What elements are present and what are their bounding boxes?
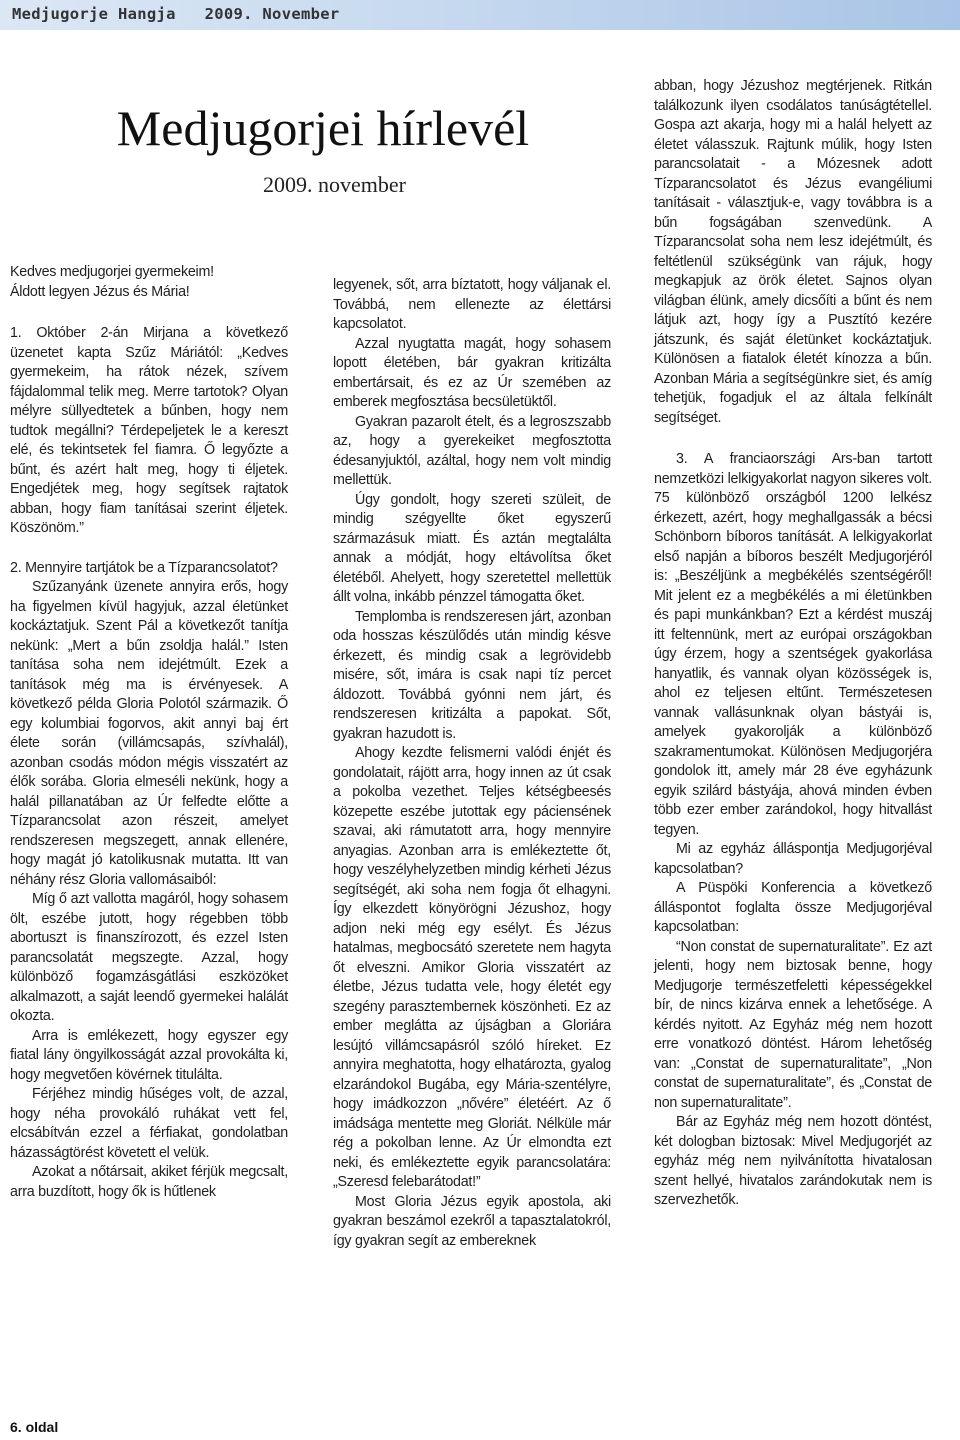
question-heading: Mi az egyház álláspontja Medjugorjéval kapcsolatban?	[654, 841, 932, 877]
paragraph: Azokat a nőtársait, akiket férjük megcsalt, arra buzdított, hogy ők is hűtlenek	[10, 1164, 288, 1200]
paragraph: Ahogy kezdte felismerni valódi énjét és gondolatait, rájött arra, hogy innen az út csak a pokolba vezethet. Teljes kétségbeesés közepette eszébe jutottak egy páciensének szavai, aki rámutatott arra, hogy mennyire anyagias. Azonban arra is emlékeztette őt, hogy veszélyhelyzetben mindig kérheti Jézus segítségét, aki soha nem fogja őt elhagyni. Így elkezdett könyörögni Jézushoz, hogy adjon neki még egy esélyt. És Jézus hatalmas, megbocsátó szeretete nem hagyta őt elveszni. Amikor Gloria visszatért az életbe, Jézus tudatta vele, hogy életét egy szegény parasztembernek köszönheti. Ez az ember meglátta az újságban a Gloriára lesújtó villámcsapásról szóló híreket. Ez annyira meghatotta, hogy elhatározta, gyalog elzarándokol Bugába, egy Mária-szentélyre, hogy imádkozzon „nővére” életéért. Az ő imádsága mentette meg Gloriát. Nélküle már rég a pokolban lenne. Az Úr elmondta ezt neki, és emlékeztette egyik parancsolatára: „Szeresd felebarátodat!”	[333, 745, 611, 1190]
newsletter-date: 2009. november	[263, 172, 406, 197]
greeting-line-1: Kedves medjugorjei gyermekeim!	[10, 264, 214, 280]
paragraph: 3. A franciaországi Ars-ban tartott nemzetközi lelkigyakorlat nagyon sikeres volt. 75 különböző országból 1200 lelkész érkezett, azért, hogy meghallgassák a bécsi Schönborn bíboros tanítását. A lelkigyakorlat első napján a bíboros beszélt Medjugorjéról is: „Beszéljünk a megbékélés szentségéről! Mit jelent ez a megbékélés a mi életünkben és papi munkánkban? Ezt a kérdést muszáj itt feltennünk, mert az európai országokban úgy érzem, hogy a szentségek gyakorlása hanyatlik, és vannak olyan közösségek is, ahol ez teljesen eltűnt. Természetesen vannak vallásunknak olyan bástyái is, amelyek gyakorolják a különböző szakramentumokat. Különösen Medjugorjéra gondolok itt, amely már 28 éve egyházunk egyik szilárd bástyája, ahová minden évben több ezer ember zarándokol, hogy hitvallást tegyen.	[654, 451, 932, 838]
paragraph: A Püspöki Konferencia a következő álláspontot foglalta össze Medjugorjéval kapcsolatban:	[654, 880, 932, 935]
greeting-line-2: Áldott legyen Jézus és Mária!	[10, 283, 190, 300]
paragraph: Úgy gondolt, hogy szereti szüleit, de mindig szégyellte őket egyszerű származásuk miatt. És aztán megtalálta annak a módját, hogy eltávolítsa őket életéből. Ahelyett, hogy szeretettel mellettük állt volna, inkább pénzzel támogatta őket.	[333, 491, 611, 605]
page-number: 6. oldal	[10, 1419, 59, 1435]
paragraph: Férjéhez mindig hűséges volt, de azzal, hogy néha provokáló ruhákat vett fel, elcsábítván ezzel a férfiakat, gondolatban házasságtörést követett el velük.	[10, 1086, 288, 1161]
paragraph: Azzal nyugtatta magát, hogy sohasem lopott életében, bár gyakran kritizálta embertársait, és ez az Úr szemében az emberek megfosztása becsületüktől.	[333, 335, 611, 410]
newsletter-title: Medjugorjei hírlevél	[116, 100, 530, 156]
paragraph: Gyakran pazarolt ételt, és a legroszszabb az, hogy a gyerekeiket megfosztotta édesanyjuktól, azáltal, hogy nem volt mindig mellettük.	[333, 413, 611, 488]
column-2	[333, 276, 611, 1251]
paragraph: 1. Október 2-án Mirjana a következő üzenetet kapta Szűz Máriától: „Kedves gyermekeim, ha rátok nézek, szívem fájdalommal telik meg. Merre tartotok? Olyan mélyre süllyedtetek a bűnben, hogy nem tudtok megállni? Térdepeljetek le a kereszt elé, és tekintsetek fel fiamra. Ő legyőzte a bűnt, és azért halt meg, hogy ti éljetek. Engedjétek meg, hogy segítsek rajtatok abban, hogy fiam tanításai szerint éljetek. Köszönöm.”	[10, 325, 288, 536]
paragraph: Most Gloria Jézus egyik apostola, aki gyakran beszámol ezekről a tapasztalatokról, így gyakran segít az embereknek	[333, 1193, 611, 1249]
paragraph: Szűzanyánk üzenete annyira erős, hogy ha figyelmen kívül hagyjuk, azzal életünket kockáztatjuk. Szent Pál a következőt tanítja nekünk: „Mert a bűn zsoldja halál.” Isten tanítása soha nem idejétmúlt. Ezek a tanítások még ma is érvényesek. A következő példa Gloria Polotól származik. Ő egy kolumbiai fogorvos, akit annyi baj ért élete során (villámcsapás, szívhalál), azonban csodás módon mégis visszatért az élők sorába. Gloria elmeséli nekünk, hogy a halál pillanatában az Úr felfedte előtte a Tízparancsolat azon részeit, amelyet rendszeresen megszegett, annak ellenére, hogy magát jó katolikusnak mutatta. Itt van néhány rész Gloria vallomásaiból:	[10, 579, 288, 888]
running-header: Medjugorje Hangja 2009. November	[12, 5, 340, 23]
column-3	[654, 77, 932, 1211]
paragraph: Templomba is rendszeresen járt, azonban oda hosszas készülődés után mindig késve érkezett, és mindig csak a legrövidebb misére, sőt, imára is csak napi tíz percet áldozott. Továbbá gyónni nem járt, és rendszeresen kritizálta a papokat. Sőt, gyakran hazudott is.	[333, 608, 611, 742]
column-1	[10, 263, 288, 1202]
paragraph: abban, hogy Jézushoz megtérjenek. Ritkán találkozunk ilyen csodálatos tanúságtétellel. Gospa azt akarja, hogy mi a halál helyett az életet válasszuk. Rajtunk múlik, hogy Isten parancsolatait - a Mózesnek adott Tízparancsolatot és Jézus evangéliumi tanításait - választjuk-e, vagy továbbra is a bűn fogságában szenvedünk. A Tízparancsolat soha nem lesz idejétmúlt, és feltétlenül szükségünk van rájuk, hogy megkapjuk az örök életet. Sajnos olyan világban élünk, amely dicsőíti a bűnt és nem látjuk azt, hogy így a Pusztító kezére játszunk, és saját életünket kockáztatjuk. Különösen a fiatalok életét kínozza a bűn. Azonban Mária a segítségünkre siet, és amíg tehetjük, fogadjuk el az általa felkínált segítséget.	[654, 78, 932, 426]
section-heading: 2. Mennyire tartjátok be a Tízparancsolatot?	[10, 559, 278, 576]
paragraph: “Non constat de supernaturalitate”. Ez azt jelenti, hogy nem biztosak benne, hogy Medjugorje természetfeletti képességekkel bír, de nincs kizárva ennek a lehetősége. A kérdés nyitott. Az Egyház még nem hozott erre vonatkozó döntést. Három lehetőség van: „Constat de supernaturalitate”, „Non constat de supernaturalitate”, és „Constat de non supernaturalitate”.	[654, 938, 932, 1111]
paragraph: Míg ő azt vallotta magáról, hogy sohasem ölt, eszébe jutott, hogy régebben több abortuszt is finanszírozott, és ezzel Isten parancsolatát megszegte. Azzal, hogy különböző fogamzásgátlási eszközöket alkalmazott, a saját leendő gyermekei halálát okozta.	[10, 891, 288, 1024]
paragraph: Arra is emlékezett, hogy egyszer egy fiatal lány öngyilkosságát azzal provokálta ki, hogy megvetően kövérnek titulálta.	[10, 1027, 288, 1083]
paragraph: Bár az Egyház még nem hozott döntést, két dologban biztosak: Mivel Medjugorjét az egyház még nem nyilvánította hivatalosan szent hellyé, hivatalos zarándokutak nem is szervezhetők.	[654, 1114, 932, 1208]
paragraph: legyenek, sőt, arra bíztatott, hogy váljanak el. Továbbá, nem ellenezte az élettársi kapcsolatot.	[333, 277, 611, 332]
